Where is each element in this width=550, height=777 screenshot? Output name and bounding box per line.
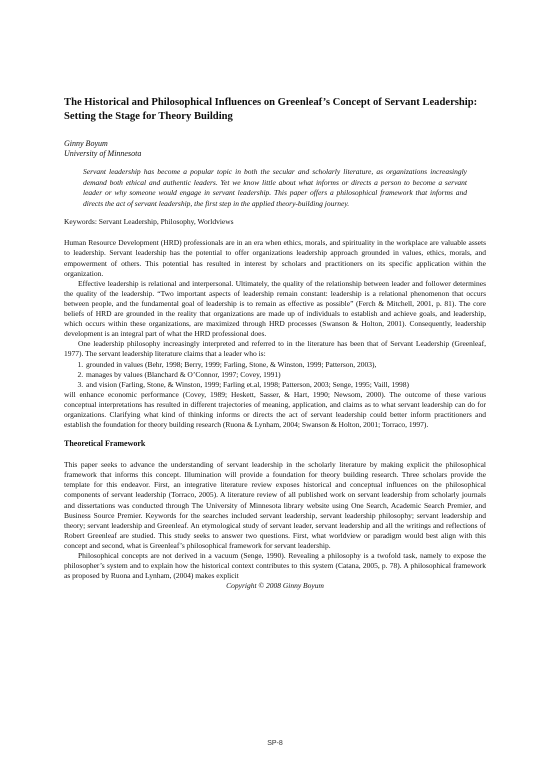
intro-paragraph: Human Resource Development (HRD) professionals are in an era when ethics, morals, and spirituality in the workplace are valuable assets to leadership. Servant leadership has the potential to offer organizations leadership approach grounded in values, ethics, morals, and empowerment of others. This potential has resulted in interest by scholars and practitioners on its specific application within the organization. xyxy=(64,238,486,278)
author-name: Ginny Boyum xyxy=(64,139,108,148)
list-item: 3. and vision (Farling, Stone, & Winston, 1999; Farling et.al, 1998; Patterson, 2003; Senge, 1995; Vaill, 1998) xyxy=(85,380,486,390)
page-number: SP-8 xyxy=(267,740,283,747)
author-affiliation: University of Minnesota xyxy=(64,149,142,158)
paper-title: The Historical and Philosophical Influences on Greenleaf’s Concept of Servant Leadership: Setting the Stage for Theory Building xyxy=(64,97,478,122)
intro-paragraph: Effective leadership is relational and interpersonal. Ultimately, the quality of the relationship between leader and follower determines the quality of the leadership. “Two important aspects of leadership remain constant: leadership is a relational phenomenon that occurs between people, and the fundamental goal of leadership is to remain as effective as possible” (Ferch & Mitchell, 2001, p. 81). The core beliefs of HRD are grounded in the reality that organizations are made up of individuals to establish and achieve goals, and leadership, which occurs within these organizations, are maximized through HRD processes (Swanson & Holton, 2001). Consequently, leadership development is an integral part of what the HRD professional does. xyxy=(64,278,486,339)
body-paragraph: will enhance economic performance (Covey, 1989; Heskett, Sasser, & Hart, 1990; Newsom, 2000). The outcome of these various conceptual interpretations has resulted in different trajectories of meaning, application, and claims as to what servant leadership can do for organizations. Clarifying what kind of thinking informs or directs the act of servant leadership could better inform practitioners and establish the foundation for theory building research (Ruona & Lynham, 2004; Swanson & Holton, 2001; Torraco, 1997). xyxy=(64,389,486,430)
list-item: 1. grounded in values (Behr, 1998; Berry, 1999; Farling, Stone, & Winston, 1999; Patterson, 2003), xyxy=(85,360,486,370)
values-list xyxy=(64,360,486,390)
body-paragraph: This paper seeks to advance the understanding of servant leadership in the scholarly literature by making explicit the philosophical framework that informs this concept. Illumination will provide a foundation for theory building research. Three scholars provide the template for this endeavor. First, an integrative literature review exposes historical and conceptual influences on the philosophical components of servant leadership (Torraco, 2005). A literature review of all published work on servant leadership from scholarly journals and dissertations was conducted through The University of Minnesota library website using One Search, Academic Search Premier, and Business Source Premier. Keywords for the searches included servant leadership, servant leadership philosophy; servant leadership and theory; servant leadership and Greenleaf. An etymological study of servant leader, servant leadership and all the writings and reflections of Robert Greenleaf are studied. This study seeks to answer two questions. First, what worldview or paradigm would best align with this concept and second, what is Greenleaf’s philosophical framework for servant leadership. xyxy=(64,460,486,550)
body-paragraph: Philosophical concepts are not derived in a vacuum (Senge, 1990). Revealing a philosophy is a twofold task, namely to expose the philosopher’s system and to explain how the historical context contributes to this system (Catana, 2005, p. 78). A philosophical framework as proposed by Ruona and Lynham, (2004) makes explicit xyxy=(64,551,486,581)
section-heading: Theoretical Framework xyxy=(64,439,146,449)
list-item: 2. manages by values (Blanchard & O’Connor, 1997; Covey, 1991) xyxy=(85,370,486,380)
abstract: Servant leadership has become a popular topic in both the secular and scholarly literature, as organizations increasingly demand both ethical and authentic leaders. Yet we know little about what informs or directs a person to become a servant leader or why someone would engage in servant leadership. This paper offers a philosophical framework that informs and directs the act of servant leadership, the first step in the applied theory-building journey. xyxy=(83,167,467,208)
paper-content xyxy=(64,96,486,591)
keywords: Keywords: Servant Leadership, Philosophy, Worldviews xyxy=(64,217,234,227)
copyright-notice: Copyright © 2008 Ginny Boyum xyxy=(226,581,324,591)
intro-paragraph: One leadership philosophy increasingly interpreted and referred to in the literature has been that of Servant Leadership (Greenleaf, 1977). The servant leadership literature claims that a leader who is: xyxy=(64,339,486,359)
